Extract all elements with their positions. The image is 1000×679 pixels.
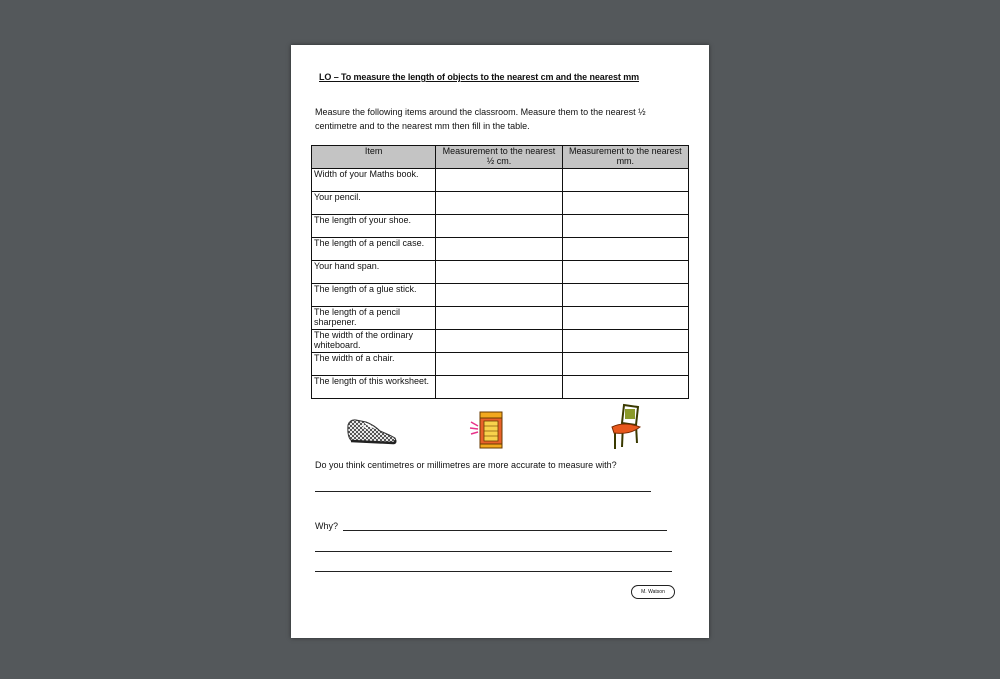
half-cm-cell: [436, 307, 562, 330]
answer-line: [343, 530, 667, 531]
item-cell: The length of a pencil sharpener.: [312, 307, 436, 330]
table-row: [312, 192, 689, 215]
table-row: [312, 330, 689, 353]
instructions-text: Measure the following items around the classroom. Measure them to the nearest ½ centimetre and to the nearest mm then fill in the table.: [315, 107, 646, 131]
mm-cell: [562, 215, 688, 238]
item-cell: The width of a chair.: [312, 353, 436, 376]
mm-cell: [562, 238, 688, 261]
half-cm-cell: [436, 192, 562, 215]
author-credit: M. Watson: [631, 585, 675, 599]
half-cm-cell: [436, 169, 562, 192]
mm-cell: [562, 307, 688, 330]
half-cm-cell: [436, 261, 562, 284]
table-row: [312, 215, 689, 238]
answer-line: [315, 571, 672, 572]
table-row: [312, 284, 689, 307]
half-cm-cell: [436, 215, 562, 238]
half-cm-cell: [436, 330, 562, 353]
item-cell: The width of the ordinary whiteboard.: [312, 330, 436, 353]
mm-cell: [562, 169, 688, 192]
table-row: [312, 238, 689, 261]
half-cm-cell: [436, 376, 562, 399]
header-mm: Measurement to the nearest mm.: [562, 146, 688, 169]
chair-icon: [610, 403, 644, 451]
mm-cell: [562, 330, 688, 353]
header-half-cm: Measurement to the nearest ½ cm.: [436, 146, 562, 169]
page-title: LO – To measure the length of objects to the nearest cm and the nearest mm: [319, 72, 640, 82]
item-cell: The length of this worksheet.: [312, 376, 436, 399]
mm-cell: [562, 376, 688, 399]
mm-cell: [562, 284, 688, 307]
mm-cell: [562, 261, 688, 284]
table-header-row: [312, 146, 689, 169]
table-row: [312, 353, 689, 376]
answer-line: [315, 551, 672, 552]
table-row: [312, 307, 689, 330]
half-cm-cell: [436, 238, 562, 261]
table-row: [312, 376, 689, 399]
header-item: Item: [312, 146, 436, 169]
pencil-sharpener-icon: [468, 408, 508, 450]
half-cm-cell: [436, 284, 562, 307]
shoe-icon: [346, 413, 398, 447]
item-cell: Your pencil.: [312, 192, 436, 215]
mm-cell: [562, 192, 688, 215]
worksheet-page: [291, 45, 709, 638]
measurement-table: [311, 145, 689, 399]
half-cm-cell: [436, 353, 562, 376]
answer-line: [315, 491, 651, 492]
item-cell: Width of your Maths book.: [312, 169, 436, 192]
item-cell: The length of a pencil case.: [312, 238, 436, 261]
item-cell: The length of your shoe.: [312, 215, 436, 238]
question-text: Do you think centimetres or millimetres are more accurate to measure with?: [315, 460, 617, 470]
item-cell: The length of a glue stick.: [312, 284, 436, 307]
item-cell: Your hand span.: [312, 261, 436, 284]
why-label: Why?: [315, 521, 339, 531]
table-row: [312, 261, 689, 284]
table-row: [312, 169, 689, 192]
mm-cell: [562, 353, 688, 376]
